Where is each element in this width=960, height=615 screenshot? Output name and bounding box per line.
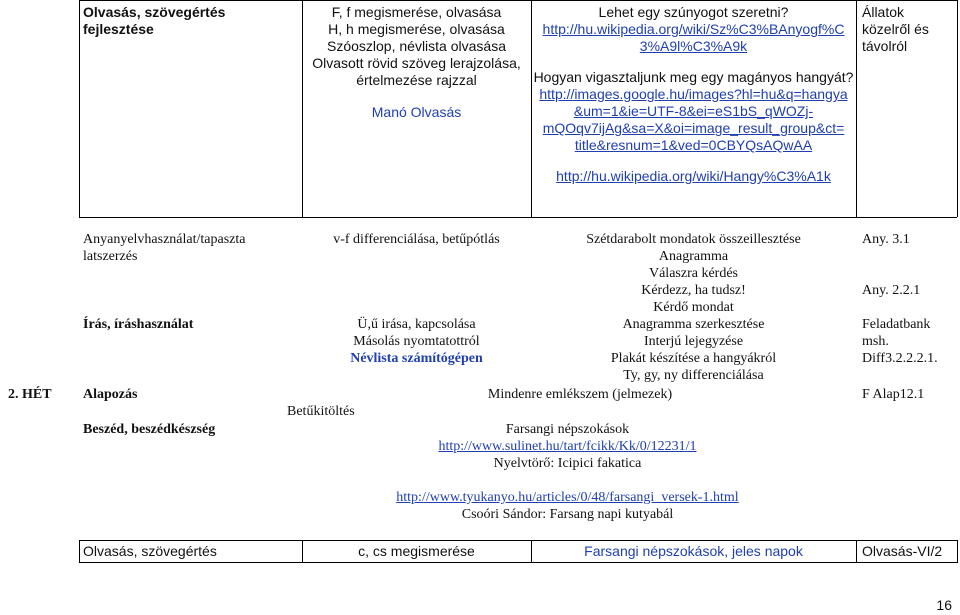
rule-v1-top bbox=[79, 0, 80, 217]
mindenre-text: Mindenre emlékszem (jelmezek) bbox=[487, 387, 673, 402]
rule-mid bbox=[79, 217, 957, 218]
rule-b1 bbox=[79, 540, 80, 563]
wiki-link-1a[interactable]: http://hu.wikipedia.org/wiki/Sz%C3%BAnyogf%C bbox=[542, 21, 845, 37]
nevlista-highlight: Névlista számítógépen bbox=[350, 351, 483, 366]
vf-text: v-f differenciálása, betűpótlás bbox=[333, 232, 500, 247]
top-col4-cell: Állatok közelről és távolról bbox=[862, 4, 929, 54]
page-number: 16 bbox=[936, 597, 952, 613]
het-label: 2. HÉT bbox=[8, 387, 52, 402]
google-link-b[interactable]: &um=1&ie=UTF-8&ei=eS1bS_qWOZj- bbox=[573, 103, 814, 119]
wiki-link-2[interactable]: http://hu.wikipedia.org/wiki/Hangy%C3%A1k bbox=[556, 168, 831, 184]
tyukanyo-link[interactable]: http://www.tyukanyo.hu/articles/0/48/farsangi_versek-1.html bbox=[396, 490, 739, 505]
bottom-col1: Olvasás, szövegértés bbox=[83, 543, 217, 559]
rule-bottom-bottom bbox=[79, 562, 957, 563]
rule-top bbox=[79, 0, 957, 1]
rule-v5-top bbox=[957, 0, 958, 217]
rule-b4 bbox=[856, 540, 857, 563]
middle-col3-list: Szétdarabolt mondatok összeillesztése Anagramma Válaszra kérdés Kérdezz, ha tudsz! Kérdő mondat Anagramma szerkesztése Interjú lejegyzése Plakát készítése a hangyákról Ty, gy, ny differenciálása bbox=[586, 232, 801, 383]
iras-label: Írás, íráshasználat bbox=[83, 317, 194, 332]
google-link-a[interactable]: http://images.google.hu/images?hl=hu&q=hangya bbox=[539, 86, 848, 102]
bottom-col2: c, cs megismerése bbox=[358, 543, 475, 559]
top-col1-label: Olvasás, szövegértés fejlesztése bbox=[83, 4, 226, 37]
ref-any31: Any. 3.1 bbox=[862, 232, 910, 247]
rule-bottom-top bbox=[79, 540, 957, 541]
sulinet-link[interactable]: http://www.sulinet.hu/tart/fcikk/Kk/0/12231/1 bbox=[438, 439, 697, 454]
iras-cell: Ü,ű irása, kapcsolása Másolás nyomtatottról Névlista számítógépen bbox=[302, 316, 531, 367]
tyukanyo-cell: http://www.tyukanyo.hu/articles/0/48/farsangi_versek-1.html Csoóri Sándor: Farsang napi kutyabál bbox=[360, 489, 775, 523]
betukoltes-text: Betűkitöltés bbox=[287, 404, 355, 419]
farsang-cell: Farsangi népszokások http://www.sulinet.hu/tart/fcikk/Kk/0/12231/1 Nyelvtörő: Icipici fakatica bbox=[400, 421, 735, 472]
wiki-link-1b[interactable]: 3%A9l%C3%A9k bbox=[639, 38, 748, 54]
anyanyelv-label: Anyanyelvhasználat/tapaszta latszerzés bbox=[83, 232, 246, 264]
rule-v4-top bbox=[856, 0, 857, 217]
bottom-col3: Farsangi népszokások, jeles napok bbox=[584, 543, 803, 559]
alapozas-label: Alapozás bbox=[83, 387, 138, 402]
bottom-col4: Olvasás-VI/2 bbox=[862, 543, 943, 559]
mano-olvasas-text: Manó Olvasás bbox=[371, 104, 462, 120]
top-col3-cell: Lehet egy szúnyogot szeretni? http://hu.wikipedia.org/wiki/Sz%C3%BAnyogf%C 3%A9l%C3%A9k Hogyan vigasztaljunk meg egy magányos hangyát? http://images.google.hu/images?hl=hu&q=hangya &um=1&ie=UTF-8&ei=eS1bS_qWOZj- mQOqv7ijAg&sa=X&oi=image_result_group&ct= title&resnum=1&ved=0CBYQsAQwAA http://hu.wikipedia.org/wiki/Hangy%C3%A1k bbox=[531, 4, 856, 185]
rule-b5 bbox=[957, 540, 958, 563]
ref-feladatbank: Feladatbank msh. Diff3.2.2.2.1. bbox=[862, 317, 938, 366]
google-link-d[interactable]: title&resnum=1&ved=0CBYQsAQwAA bbox=[574, 137, 813, 153]
top-col2-cell: F, f megismerése, olvasása H, h megismerése, olvasása Szóoszlop, névlista olvasása Olvasott rövid szöveg lerajzolása, értelmezése rajzzal Manó Olvasás bbox=[302, 4, 531, 121]
beszed-label: Beszéd, beszédkészség bbox=[83, 422, 216, 437]
google-link-c[interactable]: mQOqv7ijAg&sa=X&oi=image_result_group&ct= bbox=[542, 120, 845, 136]
falap-ref: F Alap12.1 bbox=[862, 387, 925, 402]
ref-any221: Any. 2.2.1 bbox=[862, 283, 921, 298]
